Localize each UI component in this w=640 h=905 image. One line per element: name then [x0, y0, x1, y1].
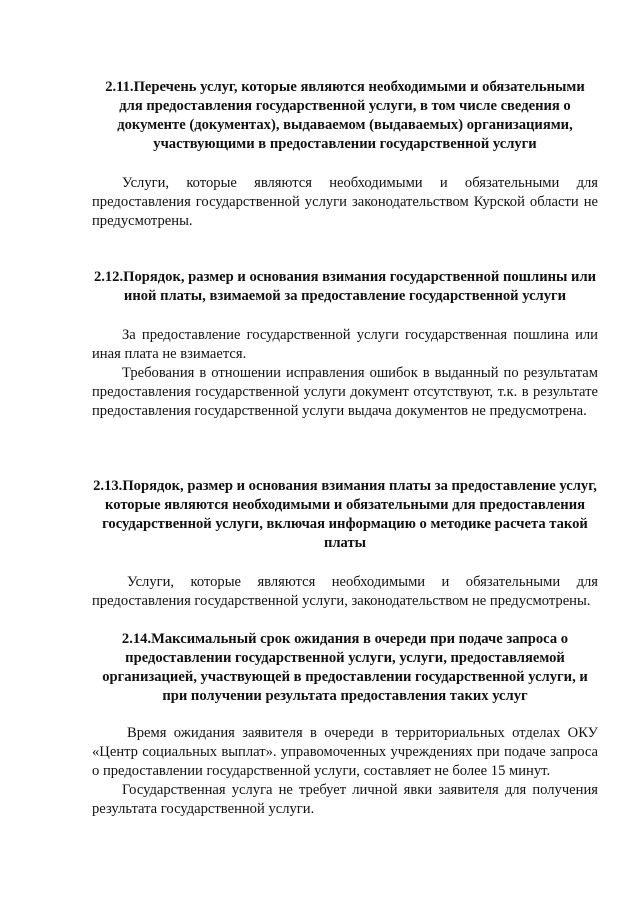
section-paragraph: Требования в отношении исправления ошибок в выданный по результатам предоставления государственной услуги документ отсутствуют, т.к. в результате предоставления государственной услуги выдача документов не предусмотрена.: [92, 365, 598, 419]
section-heading: 2.13.Порядок, размер и основания взимания платы за предоставление услуг, которые являются необходимыми и обязательными для предоставления государственной услуги, включая информацию о методике расчета такой платы: [93, 478, 597, 551]
section-2-12: [92, 268, 598, 421]
section-2-13: [92, 477, 598, 611]
section-2-11: [92, 78, 598, 231]
section-heading: 2.11.Перечень услуг, которые являются необходимыми и обязательными для предоставления государственной услуги, в том числе сведения о документе (документах), выдаваемом (выдаваемых) организациями, участвующими в предоставлении государственной услуги: [105, 79, 585, 152]
section-heading: 2.14.Максимальный срок ожидания в очереди при подаче запроса о предоставлении государственной услуги, услуги, предоставляемой организацией, участвующей в предоставлении государственной услуги, и при получении результата предоставления таких услуг: [102, 631, 588, 704]
section-2-14: [92, 630, 598, 819]
section-paragraph: Услуги, которые являются необходимыми и обязательными для предоставления государственной услуги, законодательством не предусмотрены.: [92, 574, 598, 609]
section-paragraph: За предоставление государственной услуги государственная пошлина или иная плата не взимается.: [92, 327, 598, 362]
section-paragraph: Услуги, которые являются необходимыми и обязательными для предоставления государственной услуги законодательством Курской области не предусмотрены.: [92, 175, 598, 229]
section-paragraph: Время ожидания заявителя в очереди в территориальных отделах ОКУ «Центр социальных выплат». управомоченных учреждениях при подаче запроса о предоставлении государственной услуги, составляет не более 15 минут.: [92, 725, 598, 779]
section-paragraph: Государственная услуга не требует личной явки заявителя для получения результата государственной услуги.: [92, 782, 598, 817]
section-heading: 2.12.Порядок, размер и основания взимания государственной пошлины или иной платы, взимаемой за предоставление государственной услуги: [93, 269, 597, 304]
